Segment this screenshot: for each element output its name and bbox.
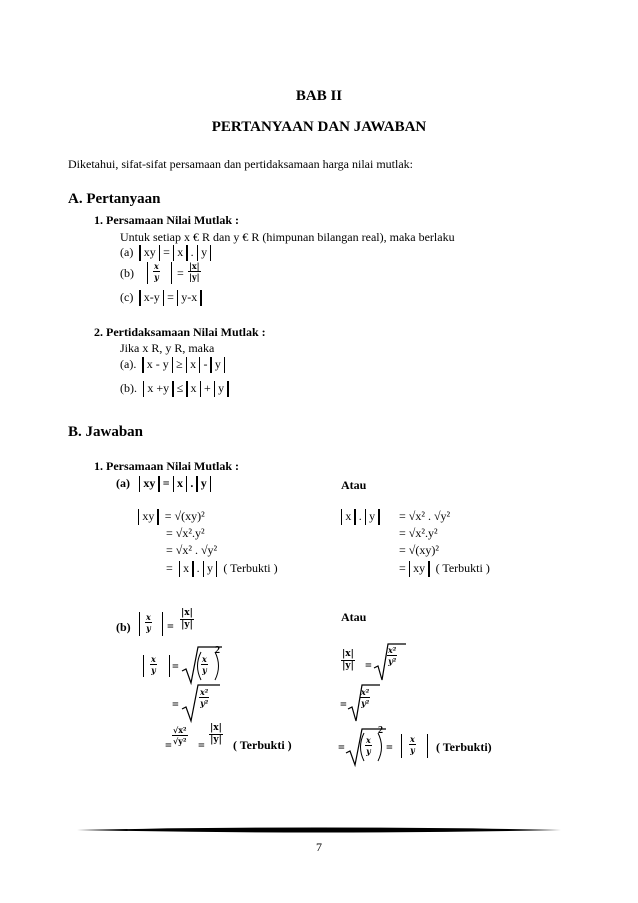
b-a-right-l2: = √x².y² — [399, 526, 438, 540]
b-item1-title: 1. Persamaan Nilai Mutlak : — [94, 459, 239, 473]
b-b-r3-inner: x y — [366, 735, 371, 756]
b-b-head-frac-right: |x| |y| — [181, 608, 193, 630]
section-b-heading: B. Jawaban — [68, 424, 144, 440]
a-item2-desc: Jika x R, y R, maka — [120, 341, 215, 355]
b-b-l2-frac: x² y² — [200, 687, 209, 708]
b-a-right-line1: x . y — [338, 509, 383, 525]
b-a-right-l4: = xy ( Terbukti ) — [399, 561, 490, 577]
label-a: (a) — [120, 245, 134, 259]
b-b-r1-inner: x² y² — [388, 645, 397, 666]
a-item2-a: (a). x - y ≥ x - y — [120, 357, 228, 373]
a-item1-b-frac-right: |x| |y| — [189, 261, 200, 282]
b-b-l3-frac1: √x² √y² — [173, 725, 187, 746]
a-item1-b-label: (b) — [120, 266, 134, 280]
b-a-atau: Atau — [341, 478, 367, 492]
b-b-r2-frac: x² y² — [361, 687, 370, 708]
footer-rule — [77, 826, 561, 834]
b-b-right-terbukti: ( Terbukti) — [436, 740, 492, 754]
b-a-left-line3: = √x² . √y² — [166, 543, 218, 557]
b-b-l1-frac: x y — [151, 654, 156, 675]
b-b-atau: Atau — [341, 610, 367, 624]
a-item1-title: 1. Persamaan Nilai Mutlak : — [94, 213, 239, 227]
b-b-l1-inner: x y — [202, 654, 207, 675]
b-a-head: (a) xy = x . y — [116, 476, 214, 492]
b-a-left-line4: = x . y ( Terbukti ) — [166, 561, 278, 577]
a-item1-desc: Untuk setiap x € R dan y € R (himpunan bilangan real), maka berlaku — [120, 230, 455, 244]
a-item2-title: 2. Pertidaksamaan Nilai Mutlak : — [94, 325, 266, 339]
b-a-right-l1: = √x² . √y² — [399, 509, 451, 523]
a-item1-c: (c) x-y = y-x — [120, 290, 205, 306]
intro-text: Diketahui, sifat-sifat persamaan dan pertidaksamaan harga nilai mutlak: — [68, 157, 413, 171]
b-b-left-terbukti: ( Terbukti ) — [233, 738, 292, 752]
a-item1-b-frac-left: x y — [154, 261, 159, 282]
page-number: 7 — [316, 840, 322, 854]
b-b-head-frac: x y — [146, 612, 151, 633]
a-item2-b: (b). x +y ≤ x + y — [120, 381, 232, 397]
b-a-left-line2: = √x².y² — [166, 526, 205, 540]
a-item1-a: (a) xy = x . y — [120, 245, 214, 261]
b-a-left-line1: xy = √(xy)² — [135, 509, 205, 525]
chapter-subtitle: PERTANYAAN DAN JAWABAN — [211, 119, 427, 135]
b-b-label: (b) — [116, 620, 131, 634]
b-b-r3-frac: x y — [410, 734, 415, 755]
b-a-right-l3: = √(xy)² — [399, 543, 439, 557]
section-a-heading: A. Pertanyaan — [68, 191, 161, 207]
chapter-title: BAB II — [295, 88, 343, 104]
b-b-l3-frac2: |x| |y| — [210, 723, 222, 745]
b-b-r1-frac: |x| |y| — [342, 649, 354, 671]
